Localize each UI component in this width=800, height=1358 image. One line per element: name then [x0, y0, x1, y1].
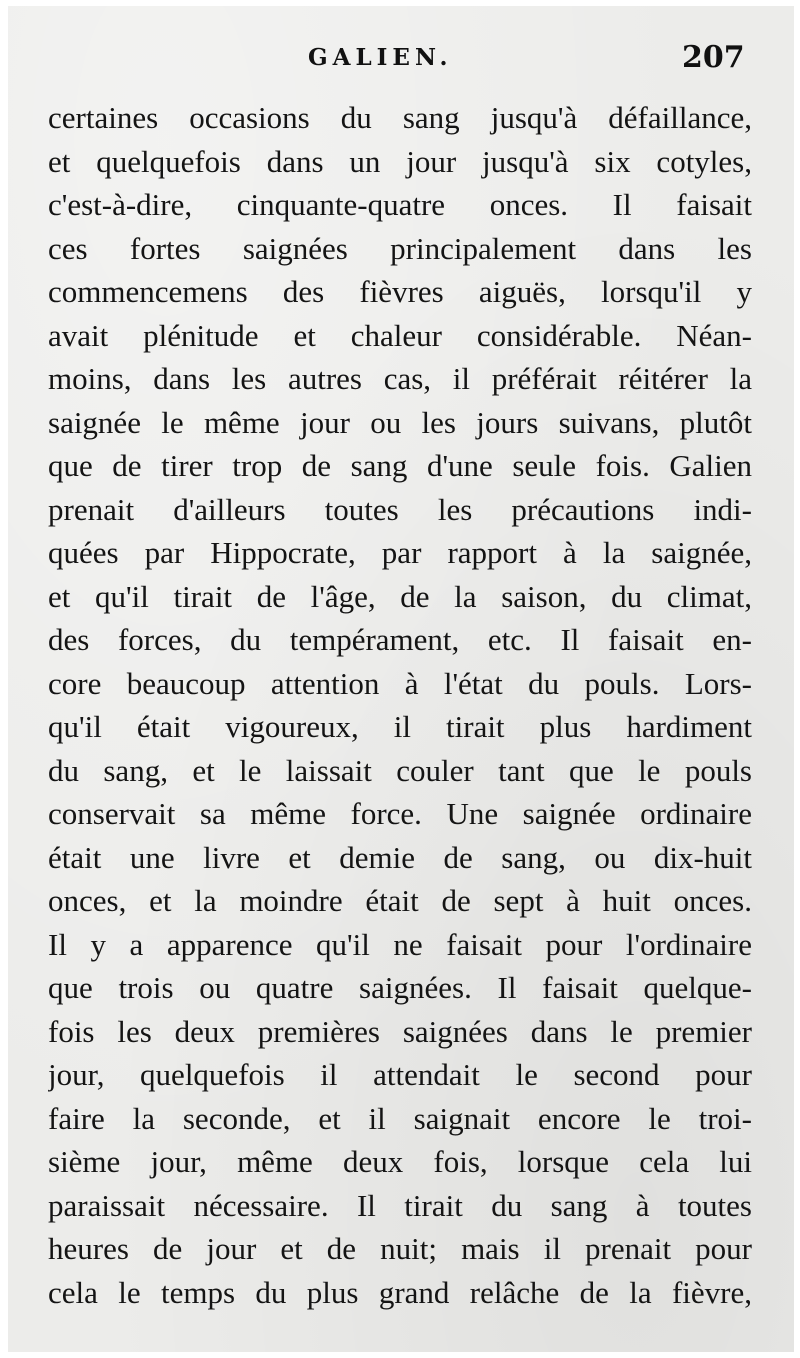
- text-line: que trois ou quatre saignées. Il faisait quelque-: [48, 970, 752, 1005]
- text-line: onces, et la moindre était de sept à huit onces.: [48, 883, 752, 918]
- text-line: jour, quelquefois il attendait le second pour: [48, 1057, 752, 1092]
- text-line: fois les deux premières saignées dans le premier: [48, 1013, 752, 1049]
- text-line: que de tirer trop de sang d'une seule fois. Galien: [48, 448, 752, 483]
- text-line: du sang, et le laissait couler tant que le pouls: [48, 752, 752, 788]
- text-line: Il y a apparence qu'il ne faisait pour l'ordinaire: [48, 926, 752, 962]
- page-header: [0, 40, 800, 80]
- text-line: saignée le même jour ou les jours suivans, plutôt: [48, 404, 752, 440]
- text-line: faire la seconde, et il saignait encore le troi-: [48, 1100, 752, 1136]
- text-line: commencemens des fièvres aiguës, lorsqu'il y: [48, 274, 752, 309]
- text-line: heures de jour et de nuit; mais il prenait pour: [48, 1231, 752, 1266]
- text-line: et qu'il tirait de l'âge, de la saison, du climat,: [48, 578, 752, 614]
- text-line: prenait d'ailleurs toutes les précautions indi-: [48, 491, 752, 527]
- text-line: c'est-à-dire, cinquante-quatre onces. Il faisait: [48, 187, 752, 222]
- text-line: certaines occasions du sang jusqu'à défaillance,: [48, 100, 752, 135]
- running-head: GALIEN.: [308, 44, 453, 71]
- text-line: sième jour, même deux fois, lorsque cela lui: [48, 1144, 752, 1179]
- text-line: qu'il était vigoureux, il tirait plus hardiment: [48, 709, 752, 744]
- text-line: des forces, du tempérament, etc. Il faisait en-: [48, 622, 752, 657]
- text-line: moins, dans les autres cas, il préférait réitérer la: [48, 361, 752, 396]
- page-number: 207: [682, 40, 745, 75]
- text-line: cela le temps du plus grand relâche de la fièvre,: [48, 1274, 752, 1310]
- text-line: était une livre et demie de sang, ou dix-huit: [48, 839, 752, 875]
- text-line: conservait sa même force. Une saignée ordinaire: [48, 796, 752, 831]
- text-line: et quelquefois dans un jour jusqu'à six cotyles,: [48, 143, 752, 179]
- text-line: ces fortes saignées principalement dans les: [48, 230, 752, 266]
- text-line: avait plénitude et chaleur considérable. Néan-: [48, 317, 752, 353]
- text-line: core beaucoup attention à l'état du pouls. Lors-: [48, 665, 752, 701]
- text-line: quées par Hippocrate, par rapport à la saignée,: [48, 535, 752, 570]
- body-text: [48, 96, 752, 1314]
- text-line: paraissait nécessaire. Il tirait du sang à toutes: [48, 1187, 752, 1223]
